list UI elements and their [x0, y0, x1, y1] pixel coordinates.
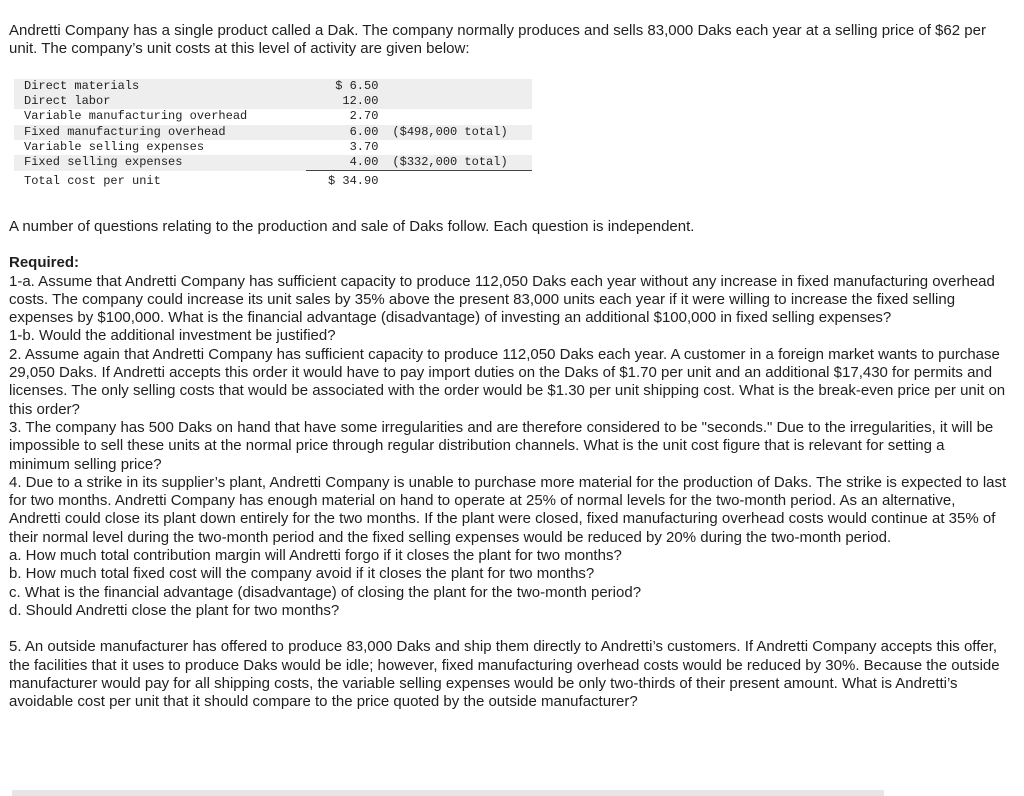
intro-paragraph: Andretti Company has a single product called a Dak. The company normally produces and sells 83,000 Daks each year at a selling price of $62 per unit. The company’s unit costs at this level of activity are given below: [9, 22, 986, 58]
cost-note: ($332,000 total) [378, 155, 532, 171]
question-2: 2. Assume again that Andretti Company has sufficient capacity to produce 112,050 Daks each year. A customer in a foreign market wants to purchase 29,050 Daks. If Andretti accepts this order it would have to pay import duties on the Daks of $1.70 per unit and an additional $17,430 for permits and licenses. The only selling costs that would be associated with the order would be $1.30 per unit shipping cost. What is the break-even price per unit on this order? [9, 345, 1006, 418]
total-amount: $ 34.90 [328, 174, 379, 189]
cost-row [14, 140, 532, 155]
problem-text [9, 22, 1009, 59]
bottom-scroll-divider [12, 790, 884, 796]
cost-row [14, 125, 532, 140]
cost-amount: 2.70 [349, 109, 379, 124]
unit-cost-table [14, 79, 532, 191]
cost-amount: $ 6.50 [306, 79, 378, 94]
question-1a: 1-a. Assume that Andretti Company has sufficient capacity to produce 112,050 Daks each year without any increase in fixed manufacturing overhead costs. The company could increase its unit sales by 35% above the present 83,000 units each year if it were willing to increase the fixed selling expenses by $100,000. What is the financial advantage (disadvantage) of investing an additional $100,000 in fixed selling expenses? [9, 272, 995, 327]
question-3: 3. The company has 500 Daks on hand that have some irregularities and are therefore considered to be "seconds." Due to the irregularities, it will be impossible to sell these units at the normal price through regular distribution channels. What is the unit cost figure that is relevant for setting a minimum selling price? [9, 418, 994, 473]
cost-label: Variable selling expenses [24, 139, 205, 154]
question-4c: c. What is the financial advantage (disadvantage) of closing the plant for the two-month period? [9, 583, 642, 601]
cost-row [14, 109, 532, 124]
cost-row [14, 79, 532, 94]
required-heading: Required: [9, 254, 80, 272]
cost-row [14, 94, 532, 109]
cost-amount: 4.00 [306, 155, 378, 171]
question-4d: d. Should Andretti close the plant for two months? [9, 601, 340, 619]
cost-row [14, 155, 532, 171]
total-label: Total cost per unit [24, 173, 161, 188]
question-4b: b. How much total fixed cost will the company avoid if it closes the plant for two months? [9, 565, 595, 583]
cost-note [378, 109, 532, 124]
question-1b: 1-b. Would the additional investment be justified? [9, 327, 336, 345]
cost-label: Direct materials [14, 79, 306, 94]
cost-label: Direct labor [14, 94, 306, 109]
cost-note [378, 94, 532, 109]
cost-amount: 12.00 [306, 94, 378, 109]
cost-label: Variable manufacturing overhead [24, 109, 248, 124]
cost-note [378, 140, 532, 155]
cost-note: ($498,000 total) [378, 125, 532, 140]
total-row [14, 171, 532, 192]
cost-label: Fixed manufacturing overhead [14, 125, 306, 140]
question-intro: A number of questions relating to the production and sale of Daks follow. Each question is independent. [9, 218, 695, 235]
question-4: 4. Due to a strike in its supplier’s plant, Andretti Company is unable to purchase more material for the production of Daks. The strike is expected to last for two months. Andretti Company has enough material on hand to operate at 25% of normal levels for the two-month period. As an alternative, Andretti could close its plant down entirely for the two months. If the plant were closed, fixed manufacturing overhead costs would continue at 35% of their normal level during the two-month period and the fixed selling expenses would be reduced by 20% during the two-month period. [9, 473, 1007, 546]
cost-label: Fixed selling expenses [14, 155, 306, 171]
cost-amount: 3.70 [349, 139, 379, 154]
cost-note [378, 79, 532, 94]
cost-amount: 6.00 [306, 125, 378, 140]
question-5: 5. An outside manufacturer has offered to produce 83,000 Daks and ship them directly to Andretti’s customers. If Andretti Company accepts this offer, the facilities that it uses to produce Daks would be idle; however, fixed manufacturing overhead costs would be reduced by 30%. Because the outside manufacturer would pay for all shipping costs, the variable selling expenses would be only two-thirds of their present amount. What is Andretti’s avoidable cost per unit that it should compare to the price quoted by the outside manufacturer? [9, 638, 1000, 711]
questions-section [9, 218, 1009, 711]
question-4a: a. How much total contribution margin will Andretti forgo if it closes the plant for two months? [9, 547, 622, 565]
